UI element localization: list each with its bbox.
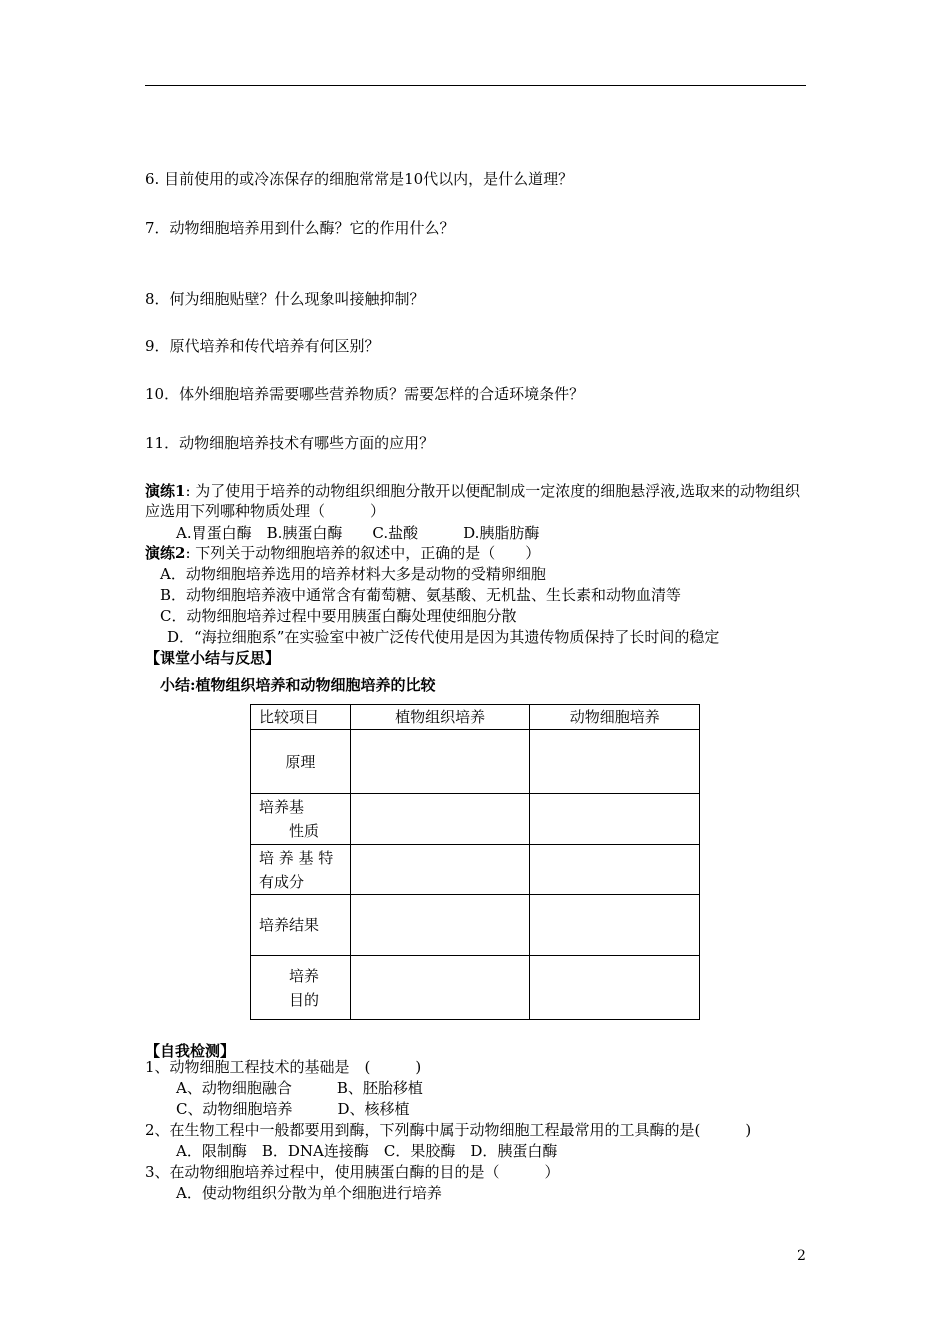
table-cell <box>530 895 700 956</box>
exercise-2-stem <box>145 543 540 563</box>
row-label-medium-nature: 培养基 性质 <box>251 794 351 845</box>
selftest-q2: 2、在生物工程中一般都要用到酶，下列酶中属于动物细胞工程最常用的工具酶的是( ) <box>145 1121 752 1139</box>
row-label-purpose: 培养 目的 <box>251 956 351 1020</box>
row-label-principle: 原理 <box>251 730 351 794</box>
table-cell <box>350 730 530 794</box>
table-header-row <box>251 705 700 730</box>
exercise-2-option-a: A．动物细胞培养选用的培养材料大多是动物的受精卵细胞 <box>160 565 546 583</box>
exercise-1-label: 演练1 <box>145 482 186 500</box>
table-cell <box>350 845 530 895</box>
table-row <box>251 956 700 1020</box>
header-rule <box>145 85 806 86</box>
summary-subtitle: 小结:植物组织培养和动物细胞培养的比较 <box>160 676 436 694</box>
exercise-2-option-d: D．“海拉细胞系”在实验室中被广泛传代使用是因为其遗传物质保持了长时间的稳定 <box>167 628 720 646</box>
question-9: 9．原代培养和传代培养有何区别？ <box>145 337 380 355</box>
header-cell-item: 比较项目 <box>251 705 351 730</box>
exercise-1-options: A.胃蛋白酶 B.胰蛋白酶 C.盐酸 D.胰脂肪酶 <box>176 524 540 542</box>
question-6: 6. 目前使用的或冷冻保存的细胞常常是10代以内，是什么道理？ <box>145 170 574 188</box>
table-cell <box>350 895 530 956</box>
header-cell-animal: 动物细胞培养 <box>530 705 700 730</box>
exercise-1-stem <box>145 481 807 521</box>
table-row <box>251 730 700 794</box>
question-7: 7．动物细胞培养用到什么酶？它的作用什么？ <box>145 219 455 237</box>
exercise-1-text: : 为了使用于培养的动物组织细胞分散开以便配制成一定浓度的细胞悬浮液,选取来的动物组织应选用下列哪种物质处理（ ） <box>145 482 801 520</box>
row-label-medium-special: 培 养 基 特 有成分 <box>251 845 351 895</box>
table-cell <box>350 794 530 845</box>
header-cell-plant: 植物组织培养 <box>350 705 530 730</box>
question-10: 10．体外细胞培养需要哪些营养物质？需要怎样的合适环境条件？ <box>145 385 585 403</box>
table-row <box>251 895 700 956</box>
table-cell <box>530 794 700 845</box>
selftest-q1-options-ab: A、动物细胞融合 B、胚胎移植 <box>176 1079 423 1097</box>
selftest-heading: 【自我检测】 <box>145 1042 236 1060</box>
table-cell <box>530 956 700 1020</box>
selftest-q3-option-a: A．使动物组织分散为单个细胞进行培养 <box>176 1184 442 1202</box>
exercise-2-option-c: C．动物细胞培养过程中要用胰蛋白酶处理使细胞分散 <box>160 607 517 625</box>
selftest-q1-options-cd: C、动物细胞培养 D、核移植 <box>176 1100 410 1118</box>
table-row <box>251 794 700 845</box>
table-cell <box>530 730 700 794</box>
comparison-table <box>250 704 700 1020</box>
question-8: 8．何为细胞贴壁？什么现象叫接触抑制？ <box>145 290 425 308</box>
exercise-2-label: 演练2 <box>145 544 186 562</box>
exercise-2-text: : 下列关于动物细胞培养的叙述中，正确的是（ ） <box>185 544 541 562</box>
page-number: 2 <box>797 1248 806 1264</box>
table-cell <box>350 956 530 1020</box>
summary-heading: 【课堂小结与反思】 <box>145 649 281 667</box>
selftest-q3: 3、在动物细胞培养过程中，使用胰蛋白酶的目的是（ ） <box>145 1163 560 1181</box>
selftest-q2-options: A．限制酶 B．DNA连接酶 C．果胶酶 D．胰蛋白酶 <box>176 1142 558 1160</box>
table-row <box>251 845 700 895</box>
selftest-q1: 1、动物细胞工程技术的基础是 ( ) <box>145 1058 422 1076</box>
exercise-2-option-b: B．动物细胞培养液中通常含有葡萄糖、氨基酸、无机盐、生长素和动物血清等 <box>160 586 682 604</box>
question-11: 11．动物细胞培养技术有哪些方面的应用？ <box>145 434 435 452</box>
row-label-result: 培养结果 <box>251 895 351 956</box>
table-cell <box>530 845 700 895</box>
